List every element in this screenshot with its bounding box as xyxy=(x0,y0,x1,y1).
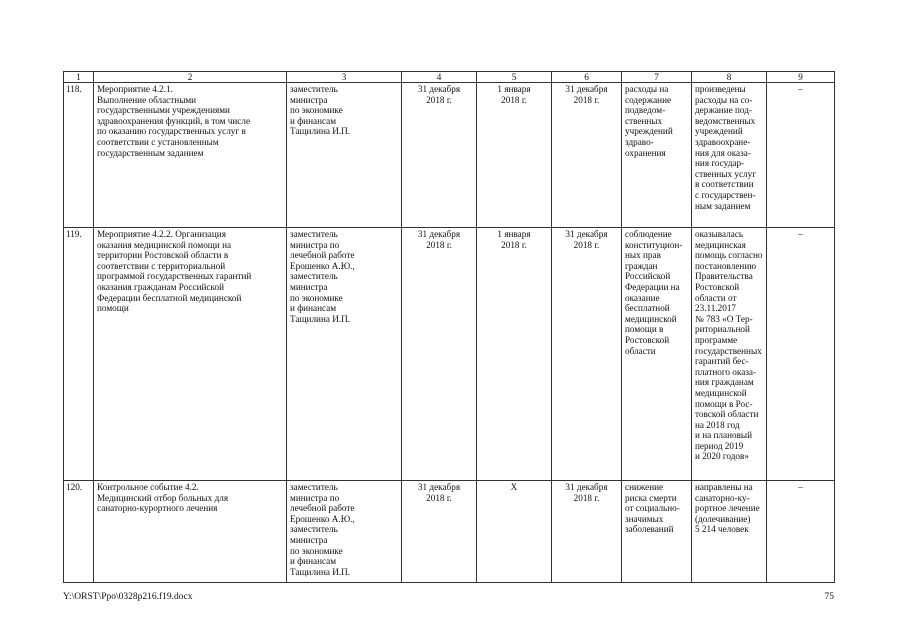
deviation-reason: – xyxy=(767,228,835,481)
row-number: 118. xyxy=(64,83,94,228)
column-number: 9 xyxy=(767,72,835,83)
table-row xyxy=(64,83,835,228)
page-number: 75 xyxy=(824,592,834,602)
activity-name: Контрольное событие 4.2. Медицинский отбор больных для санаторно-курортного лечения xyxy=(94,481,287,583)
actual-end-date: 31 декабря 2018 г. xyxy=(552,481,622,583)
actual-end-date: 31 декабря 2018 г. xyxy=(552,228,622,481)
report-table xyxy=(63,71,835,583)
activity-name: Мероприятие 4.2.1. Выполнение областными государственными учреждениями здравоохранения функций, в том числе по оказанию государственных услуг в соответствии с установленным государственным заданием xyxy=(94,83,287,228)
responsible-person: заместитель министра по лечебной работе Ерошенко А.Ю., заместитель министра по экономике и финансам Тащилина И.П. xyxy=(287,228,402,481)
column-number: 2 xyxy=(94,72,287,83)
column-number-row xyxy=(64,72,835,83)
deviation-reason: – xyxy=(767,83,835,228)
row-number: 119. xyxy=(64,228,94,481)
column-number: 1 xyxy=(64,72,94,83)
actual-start-date: 1 января 2018 г. xyxy=(477,83,552,228)
actual-result: направлены на санаторно-ку- рортное лечение (долечивание) 5 214 человек xyxy=(692,481,767,583)
activity-name: Мероприятие 4.2.2. Организация оказания медицинской помощи на территории Ростовской области в соответствии с территориальной программой государственных гарантий оказания гражданам Российской Федерации бесплатной медицинской помощи xyxy=(94,228,287,481)
table-row xyxy=(64,228,835,481)
planned-result: соблюдение конституцион- ных прав граждан Российской Федерации на оказание бесплатной медицинской помощи в Ростовской области xyxy=(622,228,692,481)
table-row xyxy=(64,481,835,583)
actual-start-date: 1 января 2018 г. xyxy=(477,228,552,481)
planned-result: расходы на содержание подведом- ственных учреждений здраво- охранения xyxy=(622,83,692,228)
column-number: 8 xyxy=(692,72,767,83)
column-number: 3 xyxy=(287,72,402,83)
actual-result: произведены расходы на со- держание под- ведомственных учреждений здравоохране- ния для оказа- ния государ- ственных услуг в соответствии с государствен- ным заданием xyxy=(692,83,767,228)
responsible-person: заместитель министра по лечебной работе Ерошенко А.Ю., заместитель министра по экономике и финансам Тащилина И.П. xyxy=(287,481,402,583)
responsible-person: заместитель министра по экономике и финансам Тащилина И.П. xyxy=(287,83,402,228)
column-number: 7 xyxy=(622,72,692,83)
column-number: 6 xyxy=(552,72,622,83)
row-number: 120. xyxy=(64,481,94,583)
actual-end-date: 31 декабря 2018 г. xyxy=(552,83,622,228)
deviation-reason: – xyxy=(767,481,835,583)
column-number: 4 xyxy=(402,72,477,83)
planned-date: 31 декабря 2018 г. xyxy=(402,228,477,481)
document-path: Y:\ORST\Ppo\0328p216.f19.docx xyxy=(63,592,193,602)
planned-date: 31 декабря 2018 г. xyxy=(402,83,477,228)
actual-result: оказывалась медицинская помощь согласно постановлению Правительства Ростовской области от 23.11.2017 № 783 «О Тер- риториальной программе государственных гарантий бес- платного оказа- ния гражданам медицинской помощи в Рос- товской области на 2018 год и на плановый период 2019 и 2020 годов» xyxy=(692,228,767,481)
planned-date: 31 декабря 2018 г. xyxy=(402,481,477,583)
planned-result: снижение риска смерти от социально- значимых заболеваний xyxy=(622,481,692,583)
column-number: 5 xyxy=(477,72,552,83)
actual-start-date: Х xyxy=(477,481,552,583)
